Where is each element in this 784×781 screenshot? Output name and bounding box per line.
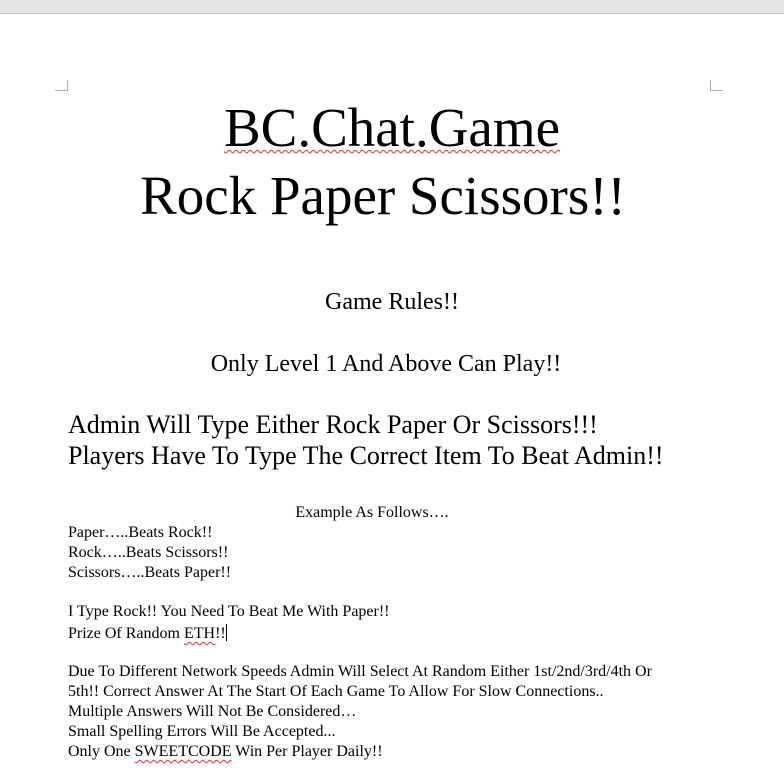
rule-line: 5th!! Correct Answer At The Start Of Each Game To Allow For Slow Connections.. [68,683,604,700]
title-brand: BC.Chat.Game [223,97,561,158]
rule-line: Due To Different Network Speeds Admin Will Select At Random Either 1st/2nd/3rd/4th Or [68,663,652,680]
margin-corner-mark [55,80,68,91]
eligibility-text: Only Level 1 And Above Can Play!! [210,351,562,377]
margin-corner-mark [710,80,723,91]
example-line: Paper…..Beats Rock!! [68,524,213,541]
page-title: Rock Paper Scissors!! [140,165,626,226]
ruler-bar [0,0,784,14]
rule-line: Multiple Answers Will Not Be Considered… [68,703,357,720]
rules-heading: Game Rules!! [325,289,459,315]
example-heading: Example As Follows…. [295,504,449,521]
rule-line: Small Spelling Errors Will Be Accepted... [68,723,336,740]
demo-line: I Type Rock!! You Need To Beat Me With Paper!! [68,603,390,620]
admin-line: Admin Will Type Either Rock Paper Or Scissors!!! [68,410,598,439]
prize-line: Prize Of Random ETH!! [68,625,226,642]
example-line: Rock…..Beats Scissors!! [68,544,229,561]
daily-limit-line: Only One SWEETCODE Win Per Player Daily!! [68,743,383,760]
text-cursor [226,624,227,641]
admin-line: Players Have To Type The Correct Item To Beat Admin!! [68,441,664,470]
example-line: Scissors…..Beats Paper!! [68,564,232,581]
